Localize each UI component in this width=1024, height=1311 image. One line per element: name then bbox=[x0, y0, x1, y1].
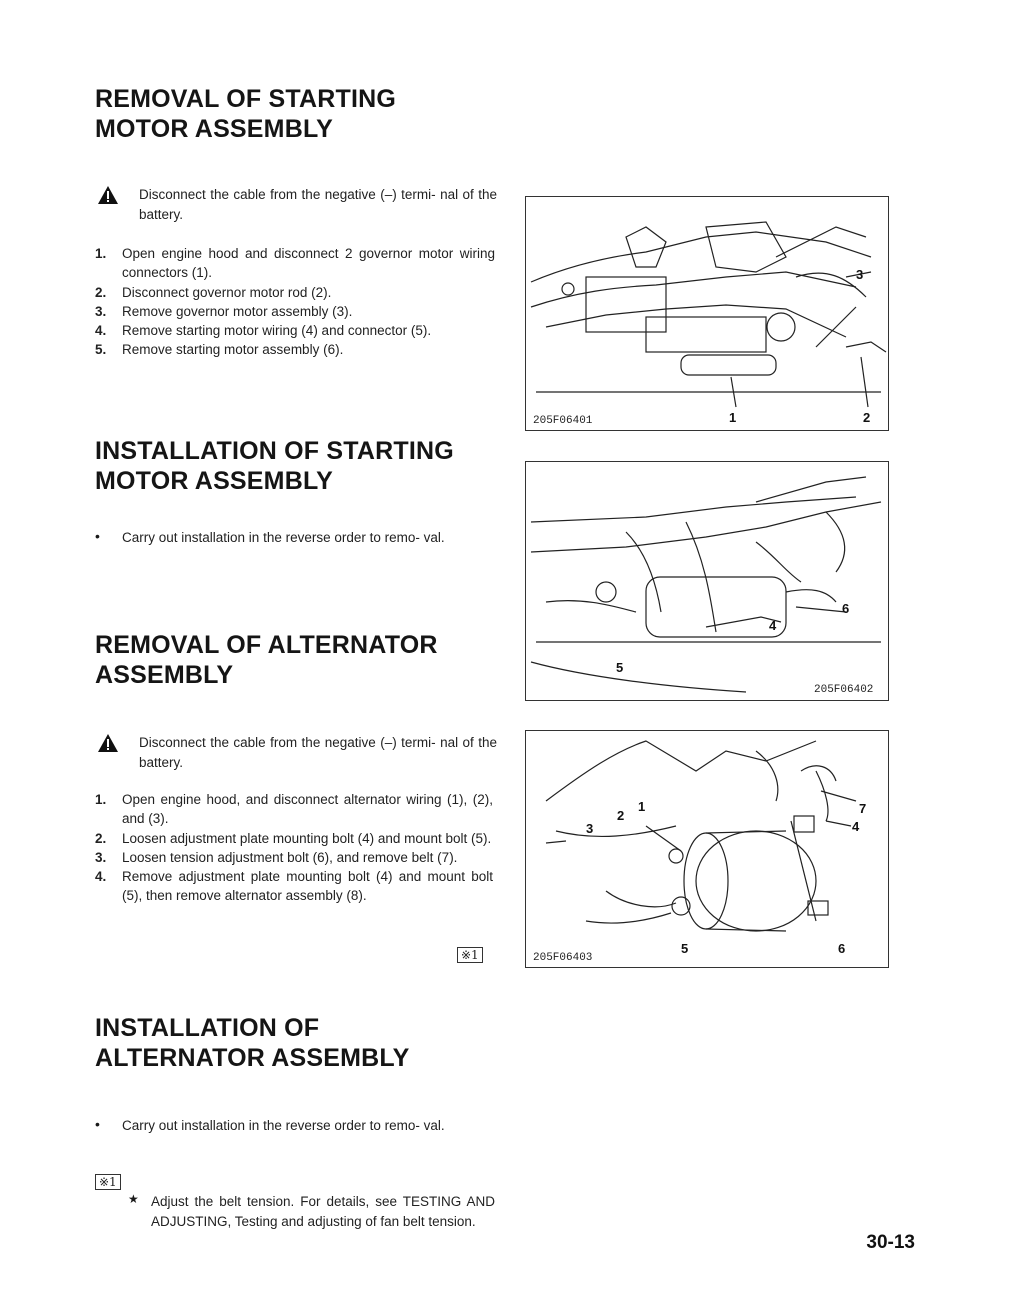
heading-installation-starting-motor bbox=[95, 436, 454, 496]
step-text: Remove starting motor wiring (4) and connector (5). bbox=[122, 323, 432, 339]
alternator-illustration bbox=[526, 731, 888, 967]
warning-triangle-icon bbox=[97, 185, 119, 205]
page-number: 30-13 bbox=[866, 1232, 915, 1253]
heading-installation-alternator bbox=[95, 1013, 409, 1073]
warning-text: Disconnect the cable from the negative (–) termi- nal of the battery. bbox=[139, 735, 497, 770]
engine-illustration bbox=[526, 197, 888, 430]
step-text: Disconnect governor motor rod (2). bbox=[122, 284, 332, 300]
figure-governor-motor bbox=[525, 196, 889, 431]
step-text: Open engine hood and disconnect 2 governor motor wiring connectors (1). bbox=[122, 246, 495, 281]
warning-text: Disconnect the cable from the negative (–) termi- nal of the battery. bbox=[139, 187, 497, 222]
callout-label: 1 bbox=[729, 410, 737, 425]
step-number: 4. bbox=[95, 323, 107, 339]
step-text: Remove starting motor assembly (6). bbox=[122, 342, 344, 358]
callout-label: 1 bbox=[638, 799, 646, 814]
step-text: Loosen adjustment plate mounting bolt (4) and mount bolt (5). bbox=[122, 830, 492, 846]
reference-mark bbox=[95, 1173, 121, 1191]
heading-line-2: MOTOR ASSEMBLY bbox=[95, 467, 334, 495]
step-number: 2. bbox=[95, 830, 107, 846]
step-number: 2. bbox=[95, 284, 107, 300]
bullet-icon: • bbox=[95, 528, 100, 544]
heading-line-1: INSTALLATION OF bbox=[95, 1014, 320, 1042]
list-item bbox=[95, 867, 493, 906]
step-text: Remove governor motor assembly (3). bbox=[122, 303, 353, 319]
heading-line-1: INSTALLATION OF STARTING bbox=[95, 437, 454, 465]
bullet-item bbox=[95, 1116, 495, 1136]
bullet-text: Carry out installation in the reverse order to remo- val. bbox=[122, 1118, 445, 1133]
warning-note bbox=[97, 185, 497, 224]
callout-label: 2 bbox=[863, 410, 871, 425]
list-item bbox=[95, 848, 493, 867]
step-text: Remove adjustment plate mounting bolt (4) and mount bolt (5), then remove alternator assembly (8). bbox=[122, 869, 493, 904]
list-item bbox=[95, 790, 493, 829]
heading-line-1: REMOVAL OF STARTING bbox=[95, 85, 397, 113]
reference-mark bbox=[457, 946, 483, 964]
callout-label: 3 bbox=[856, 267, 864, 282]
figure-code: 205F06402 bbox=[814, 684, 874, 696]
list-item bbox=[95, 283, 495, 302]
bullet-item bbox=[95, 528, 495, 548]
warning-note bbox=[97, 733, 497, 772]
list-item bbox=[95, 829, 493, 848]
figure-alternator bbox=[525, 730, 889, 968]
heading-line-2: ASSEMBLY bbox=[95, 661, 234, 689]
callout-label: 7 bbox=[859, 801, 867, 816]
warning-triangle-icon bbox=[97, 733, 119, 753]
engine-illustration bbox=[526, 462, 888, 700]
list-item bbox=[95, 321, 495, 340]
callout-label: 5 bbox=[681, 941, 689, 956]
step-number: 4. bbox=[95, 869, 107, 885]
list-item bbox=[95, 244, 495, 283]
callout-label: 6 bbox=[842, 601, 850, 616]
figure-code: 205F06401 bbox=[533, 415, 593, 427]
step-number: 1. bbox=[95, 792, 107, 807]
step-text: Open engine hood, and disconnect alternator wiring (1), (2), and (3). bbox=[122, 792, 493, 827]
figure-code: 205F06403 bbox=[533, 952, 593, 964]
callout-label: 2 bbox=[617, 808, 625, 823]
callout-label: 4 bbox=[852, 819, 860, 834]
removal-starting-steps bbox=[95, 244, 495, 360]
note-text: Adjust the belt tension. For details, see TESTING AND ADJUSTING, Testing and adjusting of fan belt tension. bbox=[151, 1194, 495, 1229]
bullet-text: Carry out installation in the reverse order to remo- val. bbox=[122, 530, 445, 545]
star-icon: ★ bbox=[128, 1192, 139, 1206]
step-number: 1. bbox=[95, 246, 107, 261]
list-item bbox=[95, 302, 495, 321]
removal-alternator-steps bbox=[95, 790, 493, 906]
reference-mark-box: ※1 bbox=[95, 1174, 121, 1190]
heading-line-1: REMOVAL OF ALTERNATOR bbox=[95, 631, 438, 659]
heading-line-2: ALTERNATOR ASSEMBLY bbox=[95, 1044, 410, 1072]
callout-label: 3 bbox=[586, 821, 594, 836]
reference-mark-box: ※1 bbox=[457, 947, 483, 963]
step-number: 3. bbox=[95, 849, 107, 865]
heading-line-2: MOTOR ASSEMBLY bbox=[95, 115, 334, 143]
callout-label: 4 bbox=[769, 618, 777, 633]
step-text: Loosen tension adjustment bolt (6), and remove belt (7). bbox=[122, 849, 458, 865]
list-item bbox=[95, 340, 495, 359]
step-number: 3. bbox=[95, 303, 107, 319]
step-number: 5. bbox=[95, 342, 107, 358]
figure-starting-motor bbox=[525, 461, 889, 701]
heading-removal-alternator bbox=[95, 630, 438, 690]
note-item bbox=[128, 1192, 495, 1231]
callout-label: 6 bbox=[838, 941, 846, 956]
heading-removal-starting-motor bbox=[95, 84, 396, 144]
callout-label: 5 bbox=[616, 660, 624, 675]
bullet-icon: • bbox=[95, 1116, 100, 1132]
